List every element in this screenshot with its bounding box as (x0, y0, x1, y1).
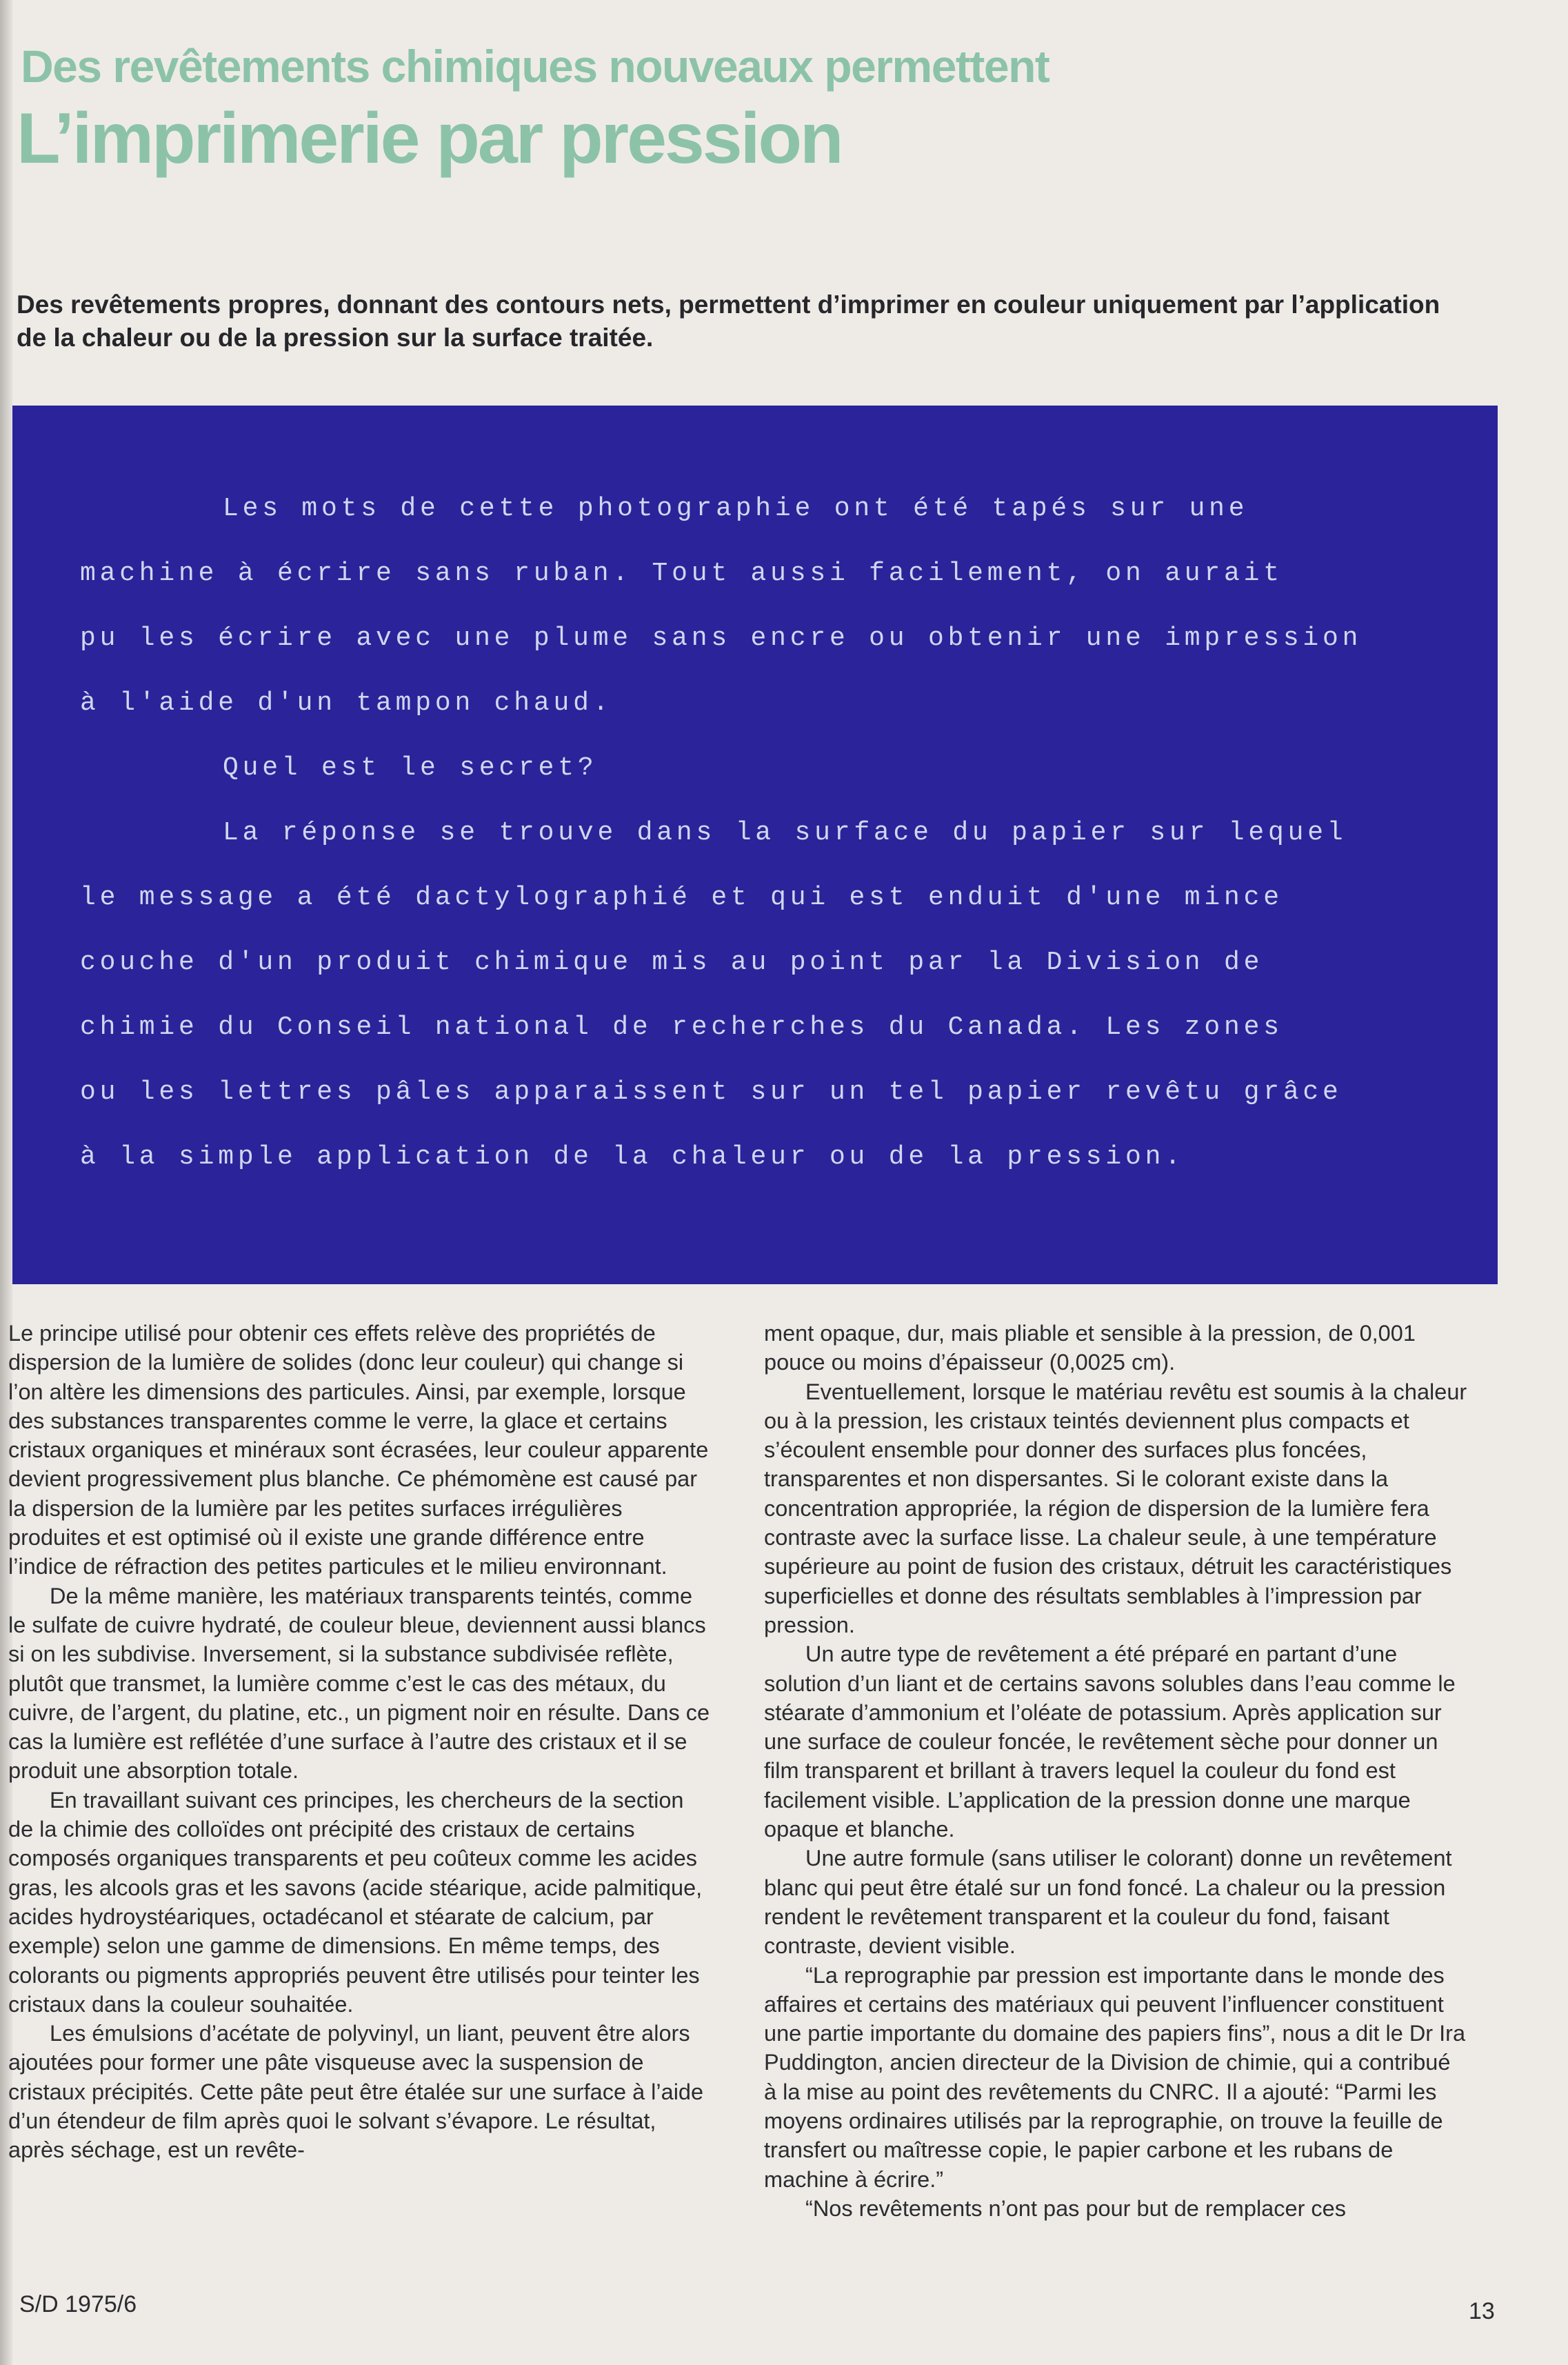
photo-text-line: couche d'un produit chimique mis au point par la Division de (80, 948, 1264, 977)
photo-text-line: ou les lettres pâles apparaissent sur un tel papier revêtu grâce (80, 1077, 1343, 1107)
photo-text-line: chimie du Conseil national de recherches du Canada. Les zones (80, 1012, 1283, 1042)
photo-text-line: pu les écrire avec une plume sans encre ou obtenir une impression (80, 623, 1363, 653)
photo-text-line: machine à écrire sans ruban. Tout aussi facilement, on aurait (80, 559, 1283, 588)
body-paragraph: En travaillant suivant ces principes, les chercheurs de la section de la chimie des colloïdes ont précipité des cristaux de certains composés organiques transparents et peu coûteux comme les acides gras, les alcools gras et les savons (acide stéarique, acide palmitique, acides hydroystéariques, octadécanol et stéarate de calcium, par exemple) selon une gamme de dimensions. En même temps, des colorants ou pigments appropriés peuvent être utilisés pour teinter les cristaux dans la couleur souhaitée. (8, 1787, 703, 2017)
body-column-left (8, 1319, 712, 2165)
body-paragraph: Les émulsions d’acétate de polyvinyl, un liant, peuvent être alors ajoutées pour former une pâte visqueuse avec la suspension de cristaux précipités. Cette pâte peut être étalée sur une surface à l’aide d’un étendeur de film après quoi le solvant s’évapore. Le résultat, après séchage, est un revête- (8, 2021, 704, 2163)
body-paragraph: ment opaque, dur, mais pliable et sensible à la pression, de 0,001 pouce ou moins d’épaisseur (0,0025 cm). (764, 1321, 1416, 1375)
article-lede: Des revêtements propres, donnant des contours nets, permettent d’imprimer en couleur uniquement par l’application de la chaleur ou de la pression sur la surface traitée. (17, 290, 1440, 352)
article-kicker: Des revêtements chimiques nouveaux permettent (21, 41, 1049, 92)
body-paragraph: Un autre type de revêtement a été préparé en partant d’une solution d’un liant et de certains savons solubles dans l’eau comme le stéarate d’ammonium et l’oléate de potassium. Après application sur une surface de couleur foncée, le revêtement sèche pour donner un film transparent et brillant à travers lequel la couleur du fond est facilement visible. L’application de la pression donne une marque opaque et blanche. (764, 1641, 1456, 1842)
issue-label: S/D 1975/6 (19, 2291, 137, 2317)
photo-text-line: à l'aide d'un tampon chaud. (80, 688, 613, 718)
page-number: 13 (1469, 2298, 1495, 2324)
typewritten-photo (12, 406, 1498, 1284)
photo-text-line: Quel est le secret? (223, 753, 598, 783)
body-paragraph: Eventuellement, lorsque le matériau revêtu est soumis à la chaleur ou à la pression, les cristaux teintés deviennent plus compacts et s’écoulent ensemble pour donner des surfaces plus foncées, transparentes et non dispersantes. Si le colorant existe dans la concentration appropriée, la région de dispersion de la lumière fera contraste avec la surface lisse. La chaleur seule, à une température supérieure au point de fusion des cristaux, détruit les caractéristiques superficielles et donne des résultats semblables à l’impression par pression. (764, 1379, 1467, 1637)
photo-text-line: La réponse se trouve dans la surface du papier sur lequel (223, 818, 1347, 848)
body-paragraph: “La reprographie par pression est importante dans le monde des affaires et certains des matériaux qui peuvent l’influencer constituent une partie importante du domaine des papiers fins”, nous a dit le Dr Ira Puddington, ancien directeur de la Division de chimie, qui a contribué à la mise au point des revêtements du CNRC. Il a ajouté: “Parmi les moyens ordinaires utilisés par la reprographie, on trouve la feuille de transfert ou maîtresse copie, le papier carbone et les rubans de machine à écrire.” (764, 1962, 1466, 2192)
body-paragraph: Une autre formule (sans utiliser le colorant) donne un revêtement blanc qui peut être étalé sur un fond foncé. La chaleur ou la pression rendent le revêtement transparent et la couleur du fond, faisant contraste, devient visible. (764, 1846, 1452, 1959)
article-title: L’imprimerie par pression (17, 99, 842, 179)
body-paragraph: “Nos revêtements n’ont pas pour but de remplacer ces (805, 2195, 1346, 2221)
body-paragraph: De la même manière, les matériaux transparents teintés, comme le sulfate de cuivre hydraté, de couleur bleue, deviennent aussi blancs si on les subdivise. Inversement, si la substance subdivisée reflète, plutôt que transmet, la lumière comme c’est le cas des métaux, du cuivre, de l’argent, du platine, etc., un pigment noir en résulte. Dans ce cas la lumière est reflétée d’une surface à l’autre des cristaux et il se produit une absorption totale. (8, 1583, 710, 1784)
body-column-right (764, 1319, 1467, 2223)
photo-text-line: à la simple application de la chaleur ou de la pression. (80, 1142, 1185, 1172)
body-paragraph: Le principe utilisé pour obtenir ces effets relève des propriétés de dispersion de la lumière de solides (donc leur couleur) qui change si l’on altère les dimensions des particules. Ainsi, par exemple, lorsque des substances transparentes comme le verre, la glace et certains cristaux organiques et minéraux sont écrasées, leur couleur apparente devient progressivement plus blanche. Ce phémomène est causé par la dispersion de la lumière par les petites surfaces irrégulières produites et est optimisé où il existe une grande différence entre l’indice de réfraction des petites particules et le milieu environnant. (8, 1321, 709, 1579)
photo-text-line: le message a été dactylographié et qui est enduit d'une mince (80, 883, 1283, 912)
photo-text-line: Les mots de cette photographie ont été tapés sur une (223, 494, 1249, 523)
